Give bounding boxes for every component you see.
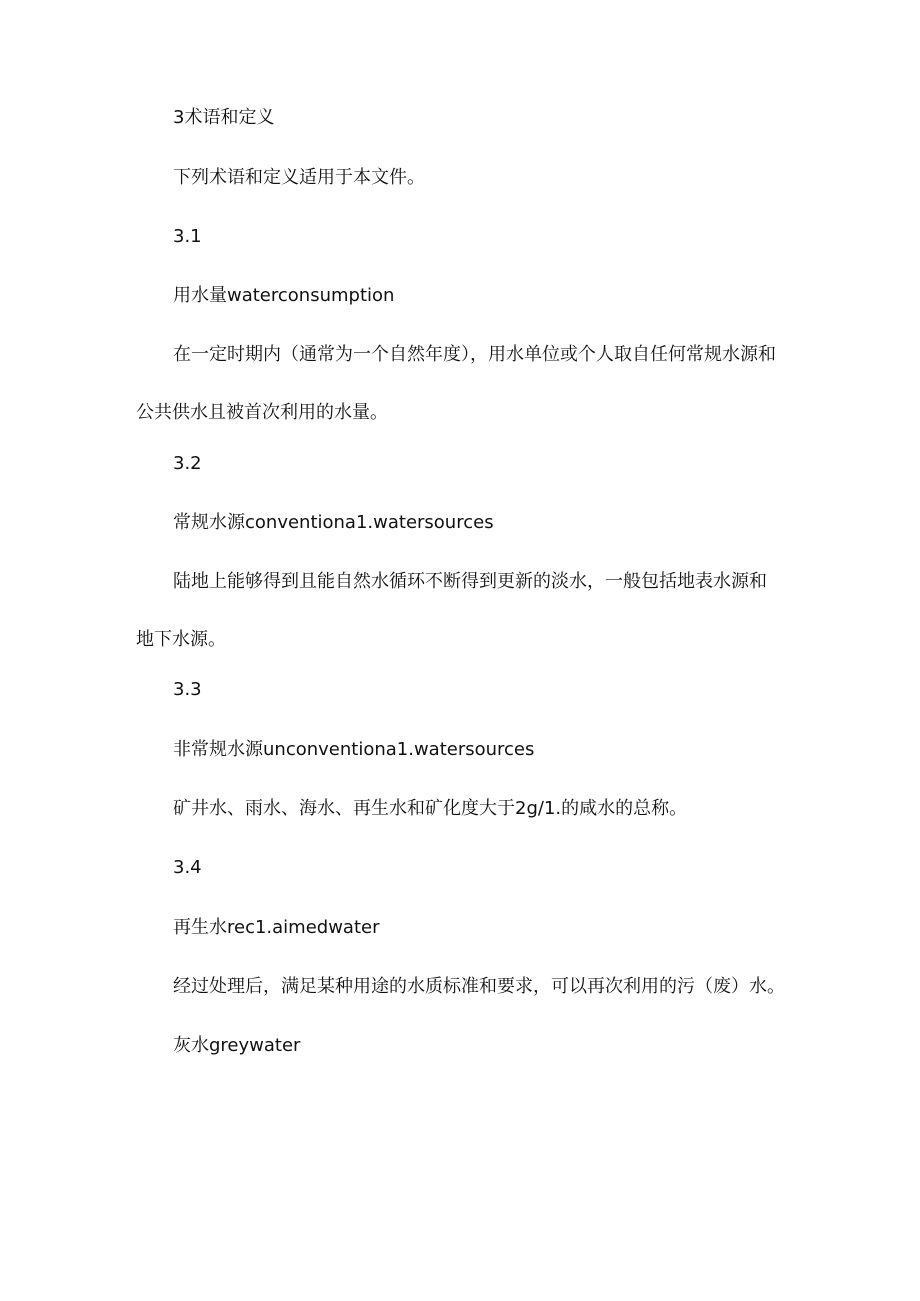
term-number: 3.3 xyxy=(173,679,202,700)
term-definition: 矿井水、雨水、海水、再生水和矿化度大于2g∕1.的咸水的总称。 xyxy=(173,798,688,819)
term-definition: 陆地上能够得到且能自然水循环不断得到更新的淡水，一般包括地表水源和地下水源。 xyxy=(136,571,767,650)
section-heading: 3术语和定义 xyxy=(173,107,275,128)
term-title: 用水量waterconsumption xyxy=(173,285,395,306)
term-title: 常规水源conventiona1.watersources xyxy=(173,512,494,533)
term-number: 3.4 xyxy=(173,857,202,878)
term-number: 3.2 xyxy=(173,453,202,474)
section-intro: 下列术语和定义适用于本文件。 xyxy=(173,167,425,188)
term-title: 灰水greywater xyxy=(173,1035,301,1056)
term-definition: 在一定时期内（通常为一个自然年度），用水单位或个人取自任何常规水源和公共供水且被首次利用的水量。 xyxy=(136,344,776,423)
term-title: 再生水rec1.aimedwater xyxy=(173,917,380,938)
term-number: 3.1 xyxy=(173,226,202,247)
term-title: 非常规水源unconventiona1.watersources xyxy=(173,739,535,760)
term-definition: 经过处理后，满足某种用途的水质标准和要求，可以再次利用的污（废）水。 xyxy=(173,976,785,997)
